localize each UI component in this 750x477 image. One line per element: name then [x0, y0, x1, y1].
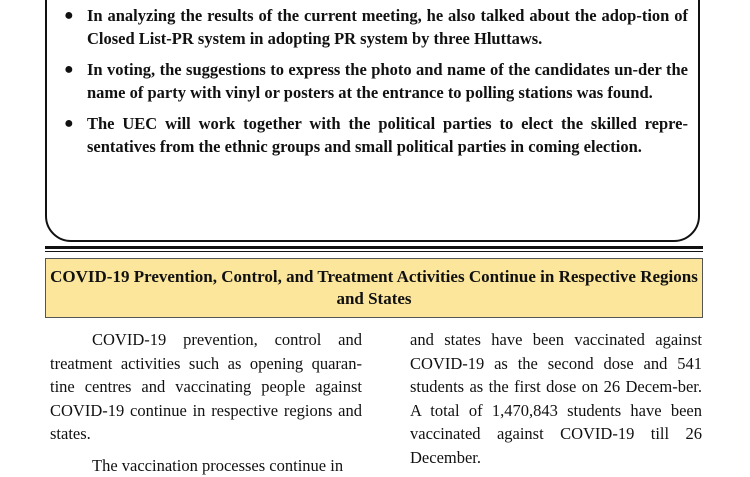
bullet-icon: ●: [64, 112, 74, 135]
bullet-item: [62, 58, 688, 104]
bullet-item: [62, 4, 688, 50]
article-paragraph: COVID-19 prevention, control and treatment activities such as opening quaran-tine centres and vaccinating people against COVID-19 continue in respective regions and states.: [50, 328, 362, 446]
bullet-text: In voting, the suggestions to express the photo and name of the candidates un-der the name of party with vinyl or posters at the entrance to polling stations was found.: [87, 60, 688, 102]
article-headline: COVID-19 Prevention, Control, and Treatment Activities Continue in Respective Regions and States: [50, 266, 698, 310]
article-paragraph: and states have been vaccinated against COVID-19 as the second dose and 541 students as the first dose on 26 Decem-ber. A total of 1,470,843 students have been vaccinated against COVID-19 till 26 December.: [410, 328, 702, 469]
section-divider-thick: [45, 246, 703, 249]
section-divider-thin: [45, 251, 703, 252]
article-headline-box: [45, 258, 703, 318]
article-paragraph: The vaccination processes continue in: [50, 454, 362, 477]
bullet-item: [62, 112, 688, 158]
article-column-right: [410, 328, 702, 469]
summary-bullet-list: [62, 4, 688, 166]
article-column-left: [50, 328, 362, 477]
bullet-text: The UEC will work together with the political parties to elect the skilled repre-sentatives from the ethnic groups and small political parties in coming election.: [87, 114, 688, 156]
bullet-icon: ●: [64, 58, 74, 81]
bullet-icon: ●: [64, 4, 74, 27]
bullet-text: In analyzing the results of the current meeting, he also talked about the adop-tion of Closed List-PR system in adopting PR system by three Hluttaws.: [87, 6, 688, 48]
